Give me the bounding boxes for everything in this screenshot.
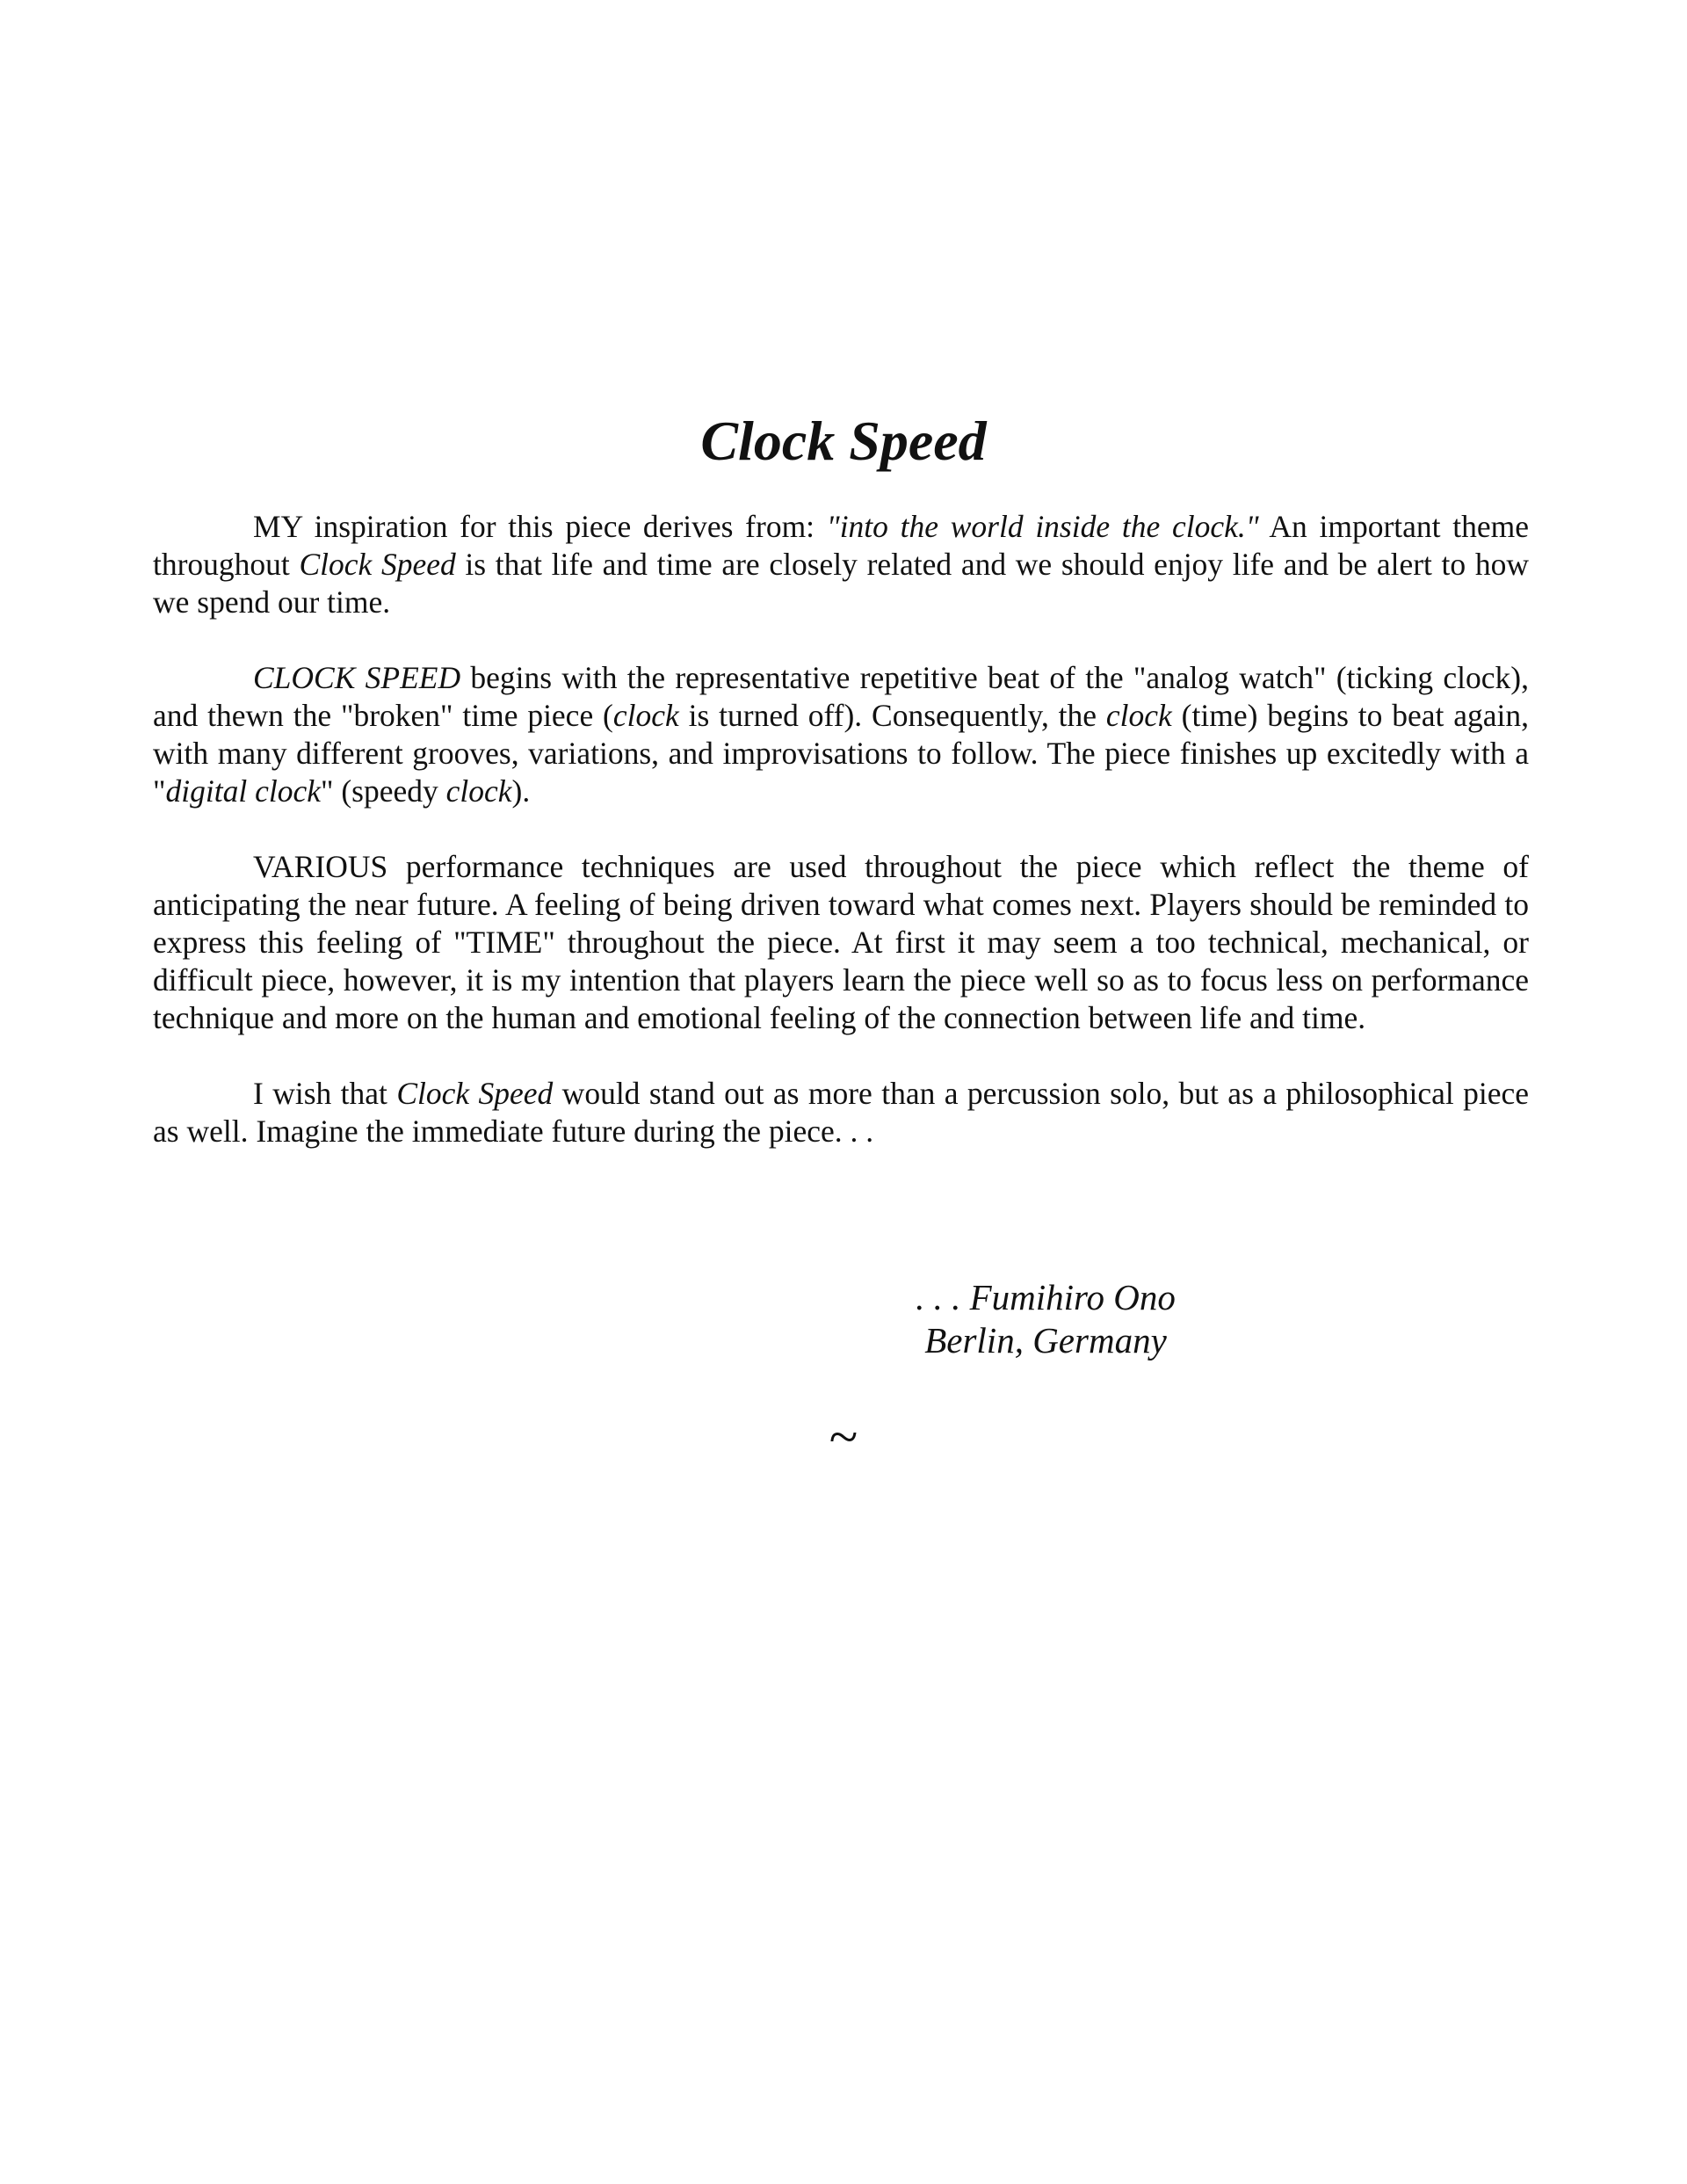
text-run: MY inspiration for this piece derives from: (253, 509, 827, 544)
signature-block (879, 1276, 1213, 1362)
italic-text-run: "into the world inside the clock." (826, 509, 1259, 544)
text-run: ). (511, 773, 531, 809)
text-run: " (speedy (320, 773, 446, 809)
italic-text-run: clock (612, 698, 679, 733)
text-run: An important theme throughout (153, 509, 1529, 582)
text-run: is that life and time are closely related and we should enjoy life and be alert to how we spend our time. (153, 547, 1529, 620)
paragraph-closing-wish (153, 1075, 1529, 1150)
document-body (153, 508, 1529, 1188)
paragraph-performance-techniques (153, 848, 1529, 1037)
text-run: would stand out as more than a percussion solo, but as a philosophical piece as well. Imagine the immediate future during the piece. . . (153, 1076, 1529, 1149)
tilde-ornament: ~ (829, 1408, 858, 1466)
paragraph-inspiration (153, 508, 1529, 621)
signature-location: Berlin, Germany (924, 1320, 1167, 1360)
italic-text-run: digital clock (165, 773, 321, 809)
text-run: (time) begins to beat again, with many different grooves, variations, and improvisations to follow. The piece finishes up excitedly with a " (153, 698, 1529, 809)
paragraph-clock-speed-description (153, 659, 1529, 810)
text-run: VARIOUS performance techniques are used throughout the piece which reflect the theme of anticipating the near future. A feeling of being driven toward what comes next. Players should be reminded to express this feeling of "TIME" throughout the piece. At first it may seem a too technical, mechanical, or difficult piece, however, it is my intention that players learn the piece well so as to focus less on performance technique and more on the human and emotional feeling of the connection between life and time. (153, 849, 1529, 1035)
signature-name: . . . Fumihiro Ono (916, 1277, 1176, 1317)
italic-text-run: Clock Speed (396, 1076, 554, 1111)
text-run: I wish that (253, 1076, 397, 1111)
text-run: is turned off). Consequently, the (678, 698, 1106, 733)
italic-text-run: clock (1105, 698, 1172, 733)
document-title: Clock Speed (700, 410, 987, 472)
italic-text-run: Clock Speed (299, 547, 456, 582)
text-run: begins with the representative repetitive beat of the "analog watch" (ticking clock), and thewn the "broken" time piece ( (153, 660, 1529, 733)
italic-text-run: clock (445, 773, 512, 809)
italic-text-run: CLOCK SPEED (253, 660, 461, 695)
